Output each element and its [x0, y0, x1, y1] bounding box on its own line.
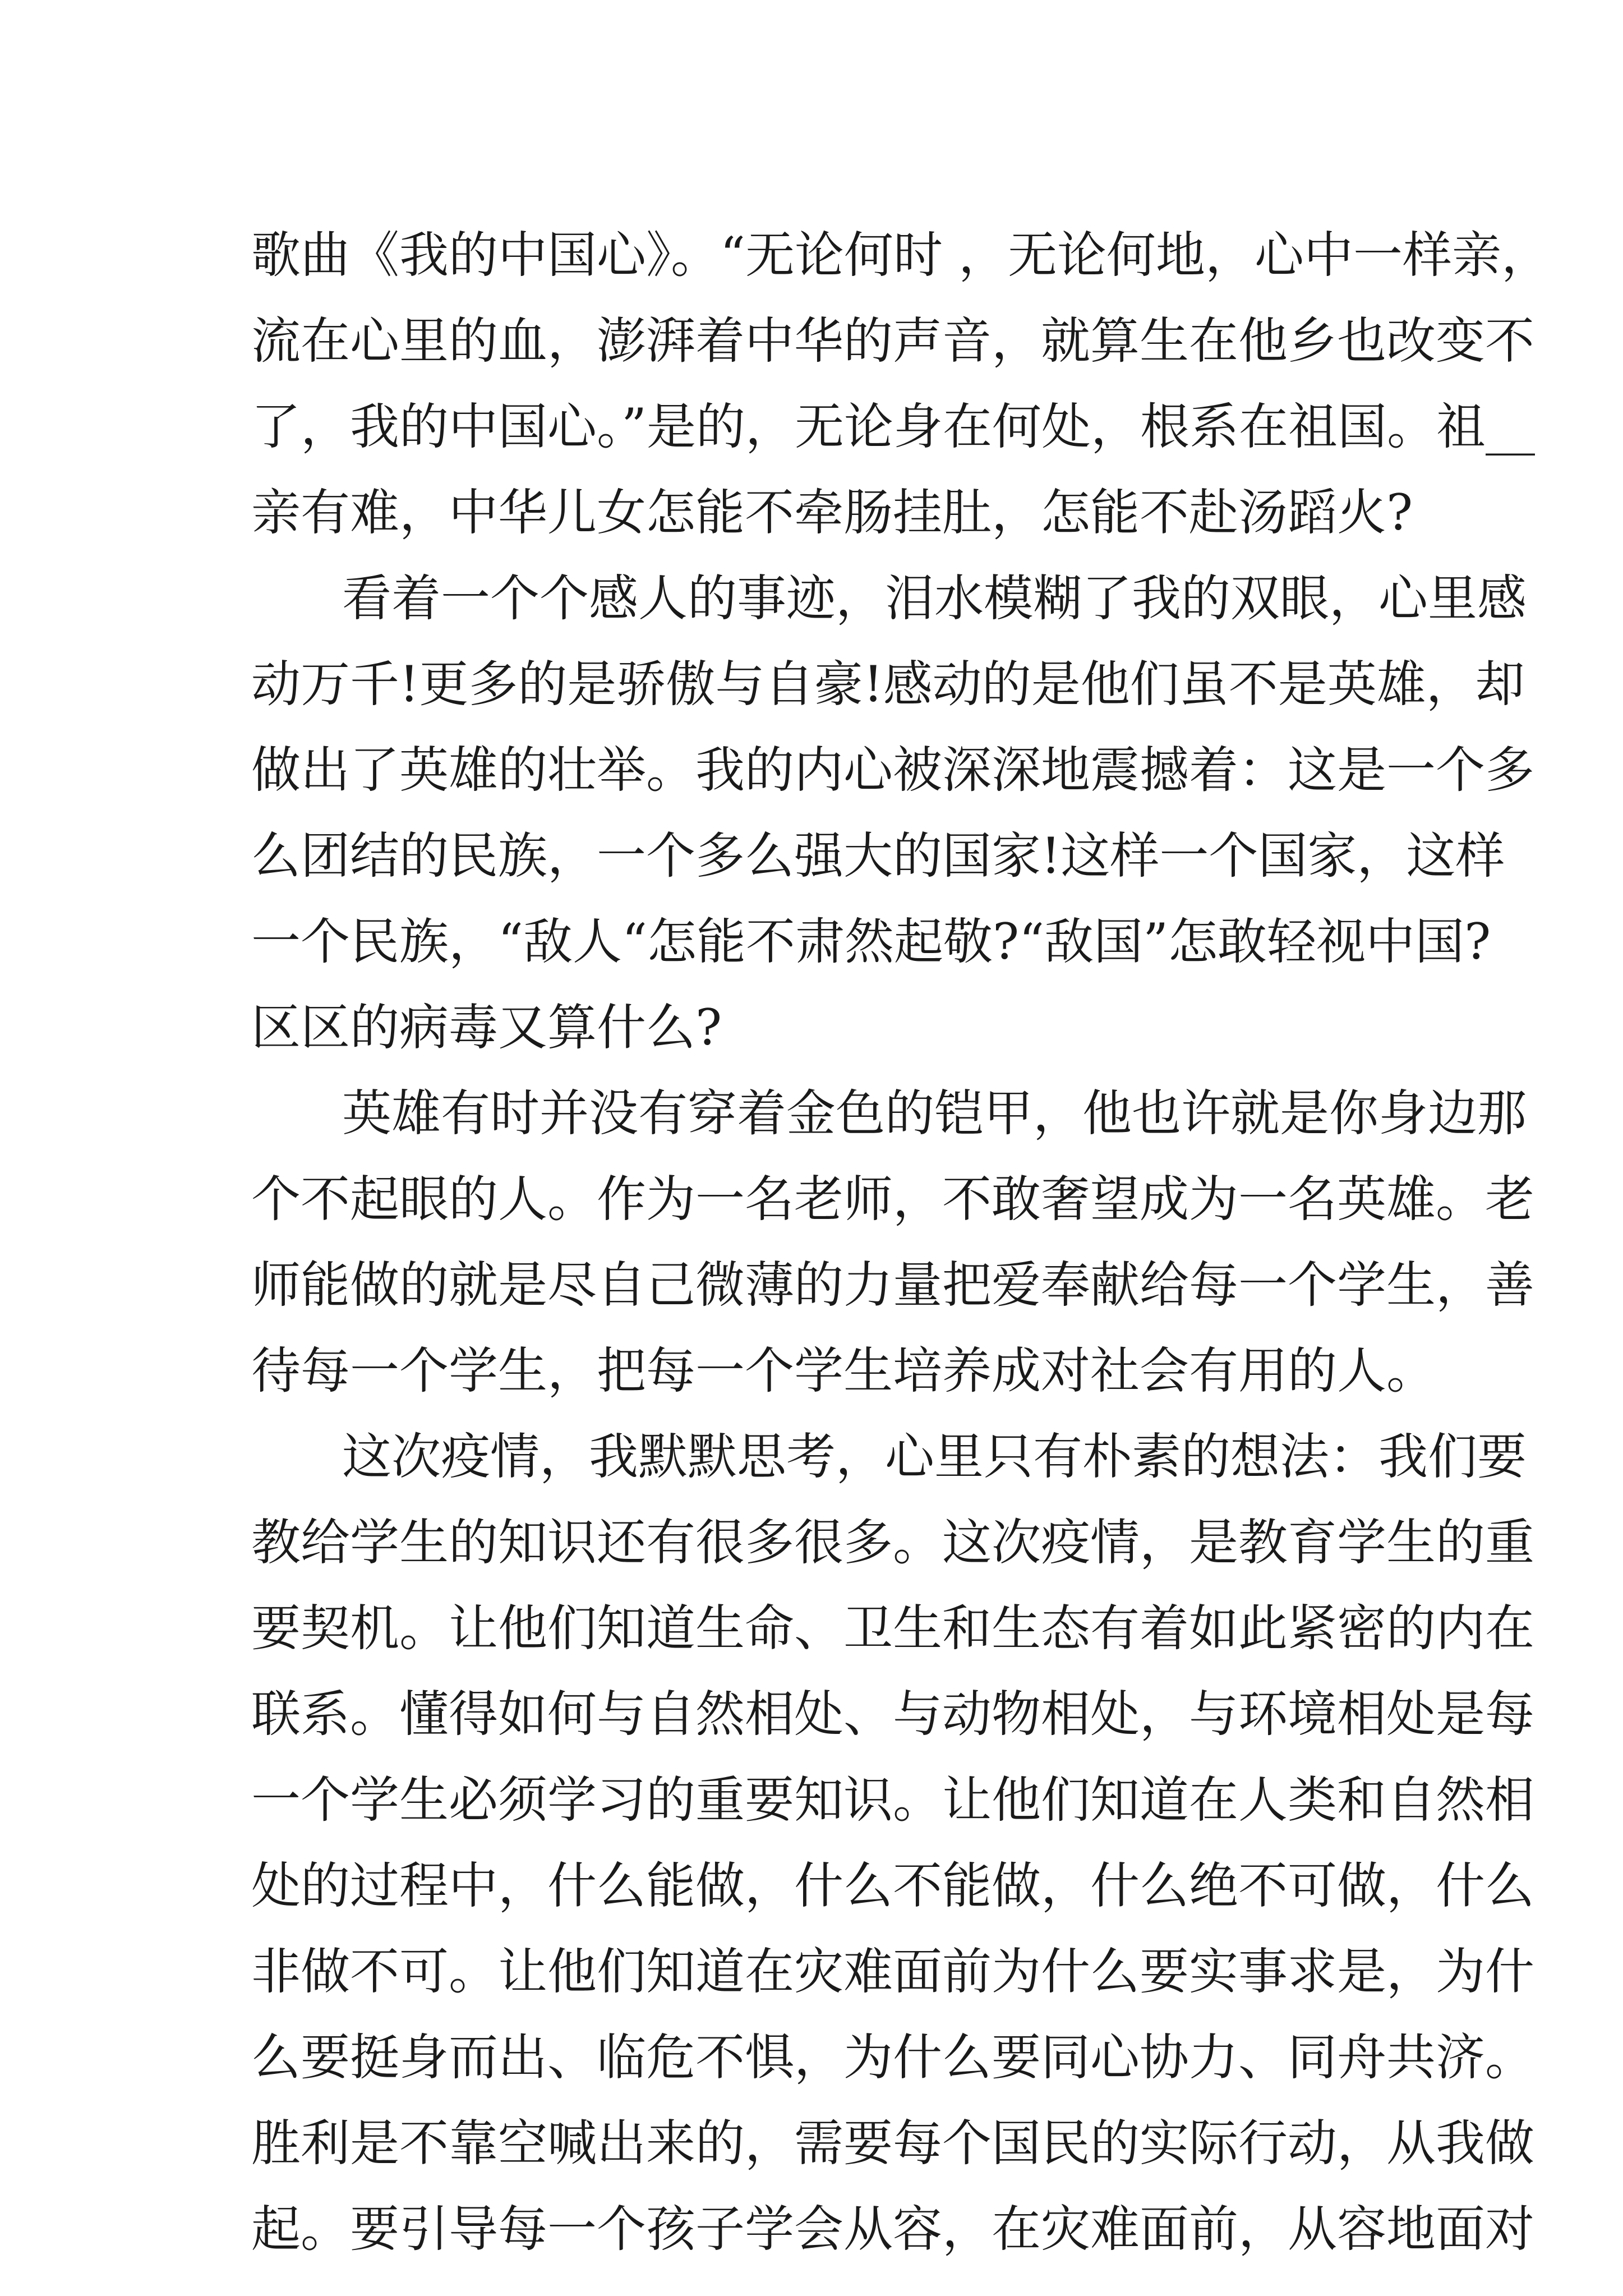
text-line: 待每一个学生，把每一个学生培养成对社会有用的人。: [251, 1342, 1436, 1400]
text-line: 教给学生的知识还有很多很多。这次疫情，是教育学生的重: [251, 1513, 1535, 1571]
text-line: 一个学生必须学习的重要知识。让他们知道在人类和自然相: [251, 1771, 1535, 1829]
text-line: 起。要引导每一个孩子学会从容，在灾难面前，从容地面对: [251, 2200, 1535, 2258]
text-line: 联系。懂得如何与自然相处、与动物相处，与环境相处是每: [251, 1685, 1535, 1743]
text-line: 师能做的就是尽自己微薄的力量把爱奉献给每一个学生，善: [251, 1256, 1535, 1314]
text-line: 么要挺身而出、临危不惧，为什么要同心协力、同舟共济。: [251, 2028, 1535, 2086]
text-line: 要契机。让他们知道生命、卫生和生态有着如此紧密的内在: [251, 1599, 1535, 1657]
text-line: 区区的病毒又算什么?: [251, 999, 722, 1056]
text-line: 流在心里的血，澎湃着中华的声音，就算生在他乡也改变不: [251, 312, 1535, 370]
text-line: 看着一个个感人的事迹，泪水模糊了我的双眼，心里感: [342, 569, 1527, 627]
text-line: 个不起眼的人。作为一名老师，不敢奢望成为一名英雄。老: [251, 1170, 1535, 1228]
text-line: 做出了英雄的壮举。我的内心被深深地震撼着：这是一个多: [251, 741, 1535, 799]
text-line: 么团结的民族，一个多么强大的国家!这样一个国家，这样: [251, 827, 1505, 885]
text-line: 胜利是不靠空喊出来的，需要每个国民的实际行动，从我做: [251, 2114, 1535, 2172]
text-line: 歌曲《我的中国心》。“无论何时 ，无论何地，心中一样亲，: [251, 226, 1551, 284]
text-line: 一个民族，“敌人“怎能不肃然起敬?“敌国”怎敢轻视中国?: [251, 913, 1491, 970]
text-line: 了，我的中国心。”是的，无论身在何处，根系在祖国。祖__: [251, 398, 1535, 455]
text-line: 非做不可。让他们知道在灾难面前为什么要实事求是，为什: [251, 1943, 1535, 2000]
text-line: 英雄有时并没有穿着金色的铠甲，他也许就是你身边那: [342, 1084, 1527, 1142]
text-line: 这次疫情，我默默思考，心里只有朴素的想法：我们要: [342, 1428, 1527, 1485]
text-line: 动万千!更多的是骄傲与自豪!感动的是他们虽不是英雄，却: [251, 655, 1525, 713]
text-line: 处的过程中，什么能做，什么不能做，什么绝不可做，什么: [251, 1857, 1535, 1915]
text-line: 亲有难，中华儿女怎能不牵肠挂肚，怎能不赴汤蹈火?: [251, 484, 1413, 541]
body-text: [251, 212, 1551, 2272]
